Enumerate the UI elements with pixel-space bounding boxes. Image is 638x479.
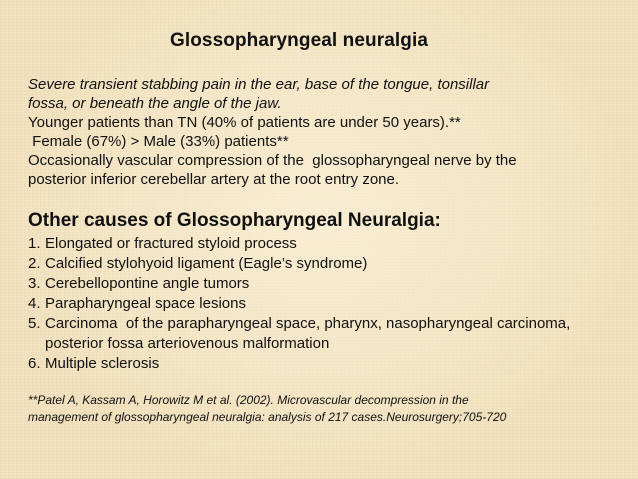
slide-title bbox=[0, 30, 638, 52]
fact-line: Occasionally vascular compression of the glossopharyngeal nerve by the bbox=[28, 152, 517, 169]
list-item-number: 2. bbox=[28, 255, 41, 272]
slide-body bbox=[28, 75, 628, 426]
list-item-text: Calcified stylohyoid ligament (Eagle’s syndrome) bbox=[45, 255, 368, 272]
list-item-number: 6. bbox=[28, 355, 41, 372]
list-item-number: 3. bbox=[28, 275, 41, 292]
list-item-text: Elongated or fractured styloid process bbox=[45, 235, 297, 252]
list-item-text: Parapharyngeal space lesions bbox=[45, 295, 246, 312]
intro-line: fossa, or beneath the angle of the jaw. bbox=[28, 95, 282, 112]
reference-line: management of glossopharyngeal neuralgia: analysis of 217 cases.Neurosurgery;705-720 bbox=[28, 410, 507, 424]
list-item bbox=[28, 294, 628, 314]
intro-paragraph bbox=[28, 75, 628, 113]
list-item-number: 5. bbox=[28, 315, 41, 332]
list-item-text: Cerebellopontine angle tumors bbox=[45, 275, 250, 292]
fact-line: posterior inferior cerebellar artery at the root entry zone. bbox=[28, 171, 400, 188]
facts-paragraph bbox=[28, 113, 628, 189]
list-item-number: 4. bbox=[28, 295, 41, 312]
list-item-text: Multiple sclerosis bbox=[45, 355, 160, 372]
list-item bbox=[28, 254, 628, 274]
list-item bbox=[28, 354, 628, 374]
reference-citation bbox=[28, 392, 628, 426]
list-item-text: Carcinoma of the parapharyngeal space, pharynx, nasopharyngeal carcinoma, posterior fossa arteriovenous malformation bbox=[45, 315, 575, 352]
intro-line: Severe transient stabbing pain in the ear, base of the tongue, tonsillar bbox=[28, 76, 490, 93]
list-item bbox=[28, 274, 628, 294]
list-item bbox=[28, 234, 628, 254]
slide-title-text: Glossopharyngeal neuralgia bbox=[169, 30, 429, 51]
causes-heading: Other causes of Glossopharyngeal Neuralgia: bbox=[28, 210, 441, 231]
list-item-number: 1. bbox=[28, 235, 41, 252]
causes-list bbox=[28, 234, 628, 374]
fact-line: Younger patients than TN (40% of patients are under 50 years).** bbox=[28, 114, 461, 131]
fact-line: Female (67%) > Male (33%) patients** bbox=[28, 133, 289, 150]
list-item bbox=[28, 314, 628, 354]
reference-line: **Patel A, Kassam A, Horowitz M et al. (2002). Microvascular decompression in the bbox=[28, 393, 469, 407]
